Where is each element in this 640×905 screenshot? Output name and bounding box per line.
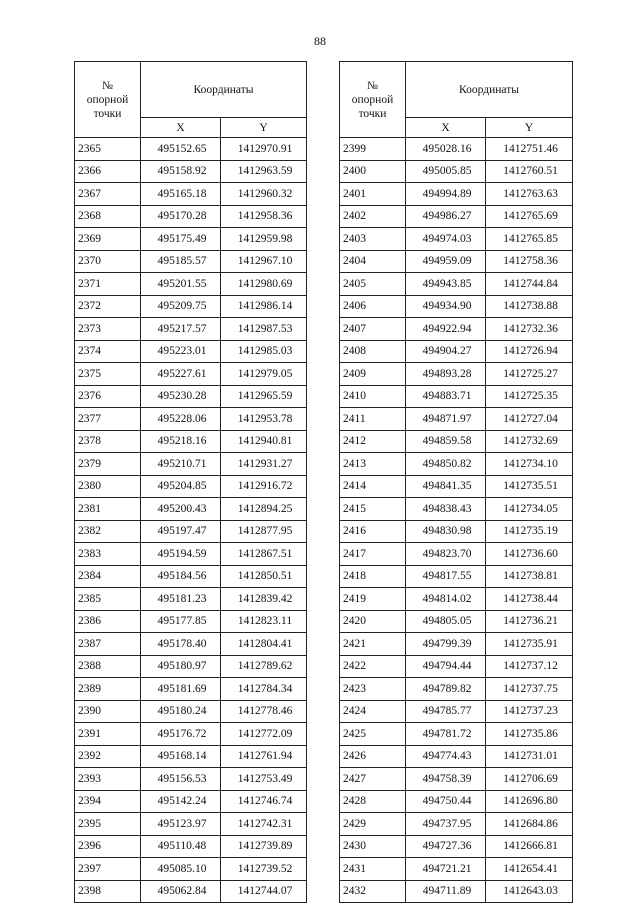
cell-x: 495210.71: [141, 453, 221, 476]
cell-y: 1412970.91: [221, 138, 307, 161]
table-body: [75, 138, 307, 903]
table-row: [75, 700, 307, 723]
table-body: [340, 138, 573, 903]
cell-x: 495180.24: [141, 700, 221, 723]
cell-y: 1412867.51: [221, 543, 307, 566]
cell-y: 1412850.51: [221, 565, 307, 588]
cell-y: 1412725.35: [486, 385, 573, 408]
cell-x: 495158.92: [141, 160, 221, 183]
cell-y: 1412732.36: [486, 318, 573, 341]
cell-y: 1412736.60: [486, 543, 573, 566]
cell-x: 494799.39: [406, 633, 486, 656]
cell-point-number: 2403: [340, 228, 406, 251]
cell-x: 495085.10: [141, 858, 221, 881]
table-row: [340, 183, 573, 206]
cell-x: 494850.82: [406, 453, 486, 476]
cell-x: 494817.55: [406, 565, 486, 588]
cell-y: 1412734.10: [486, 453, 573, 476]
cell-point-number: 2426: [340, 745, 406, 768]
cell-x: 495165.18: [141, 183, 221, 206]
cell-x: 495204.85: [141, 475, 221, 498]
cell-y: 1412765.69: [486, 205, 573, 228]
cell-y: 1412725.27: [486, 363, 573, 386]
cell-x: 494794.44: [406, 655, 486, 678]
cell-x: 495200.43: [141, 498, 221, 521]
cell-x: 494814.02: [406, 588, 486, 611]
table-row: [75, 813, 307, 836]
cell-point-number: 2432: [340, 880, 406, 903]
table-row: [75, 250, 307, 273]
cell-y: 1412706.69: [486, 768, 573, 791]
table-row: [340, 250, 573, 273]
cell-point-number: 2366: [75, 160, 141, 183]
cell-point-number: 2429: [340, 813, 406, 836]
cell-point-number: 2430: [340, 835, 406, 858]
table-row: [75, 565, 307, 588]
cell-x: 494943.85: [406, 273, 486, 296]
header-y: Y: [486, 118, 573, 138]
cell-point-number: 2373: [75, 318, 141, 341]
cell-y: 1412744.84: [486, 273, 573, 296]
cell-point-number: 2399: [340, 138, 406, 161]
cell-point-number: 2420: [340, 610, 406, 633]
table-row: [75, 498, 307, 521]
cell-y: 1412735.19: [486, 520, 573, 543]
cell-x: 495062.84: [141, 880, 221, 903]
cell-point-number: 2368: [75, 205, 141, 228]
cell-point-number: 2393: [75, 768, 141, 791]
cell-y: 1412735.51: [486, 475, 573, 498]
cell-point-number: 2385: [75, 588, 141, 611]
cell-x: 494721.21: [406, 858, 486, 881]
cell-x: 495184.56: [141, 565, 221, 588]
cell-y: 1412731.01: [486, 745, 573, 768]
cell-y: 1412965.59: [221, 385, 307, 408]
table-row: [75, 430, 307, 453]
cell-point-number: 2376: [75, 385, 141, 408]
cell-y: 1412666.81: [486, 835, 573, 858]
cell-x: 494781.72: [406, 723, 486, 746]
cell-x: 495176.72: [141, 723, 221, 746]
cell-point-number: 2413: [340, 453, 406, 476]
cell-point-number: 2401: [340, 183, 406, 206]
cell-x: 495218.16: [141, 430, 221, 453]
table-row: [340, 273, 573, 296]
cell-point-number: 2423: [340, 678, 406, 701]
cell-point-number: 2378: [75, 430, 141, 453]
cell-x: 495217.57: [141, 318, 221, 341]
table-row: [75, 138, 307, 161]
cell-point-number: 2410: [340, 385, 406, 408]
cell-y: 1412789.62: [221, 655, 307, 678]
table-row: [75, 745, 307, 768]
table-row: [340, 880, 573, 903]
table-row: [75, 295, 307, 318]
cell-y: 1412738.88: [486, 295, 573, 318]
table-row: [75, 880, 307, 903]
cell-x: 494711.89: [406, 880, 486, 903]
cell-x: 494750.44: [406, 790, 486, 813]
cell-y: 1412980.69: [221, 273, 307, 296]
cell-point-number: 2372: [75, 295, 141, 318]
table-row: [75, 610, 307, 633]
cell-x: 495180.97: [141, 655, 221, 678]
table-row: [340, 408, 573, 431]
cell-x: 494904.27: [406, 340, 486, 363]
cell-point-number: 2421: [340, 633, 406, 656]
table-row: [340, 498, 573, 521]
cell-point-number: 2422: [340, 655, 406, 678]
table-row: [340, 475, 573, 498]
cell-point-number: 2419: [340, 588, 406, 611]
cell-x: 494859.58: [406, 430, 486, 453]
cell-x: 494893.28: [406, 363, 486, 386]
cell-point-number: 2407: [340, 318, 406, 341]
cell-point-number: 2404: [340, 250, 406, 273]
cell-y: 1412959.98: [221, 228, 307, 251]
cell-point-number: 2391: [75, 723, 141, 746]
table-row: [75, 205, 307, 228]
cell-point-number: 2370: [75, 250, 141, 273]
cell-y: 1412737.12: [486, 655, 573, 678]
cell-x: 494838.43: [406, 498, 486, 521]
cell-y: 1412985.03: [221, 340, 307, 363]
cell-y: 1412953.78: [221, 408, 307, 431]
cell-x: 494774.43: [406, 745, 486, 768]
cell-y: 1412979.05: [221, 363, 307, 386]
table-row: [340, 610, 573, 633]
cell-y: 1412684.86: [486, 813, 573, 836]
cell-x: 495177.85: [141, 610, 221, 633]
table-row: [75, 520, 307, 543]
table-row: [340, 565, 573, 588]
cell-point-number: 2427: [340, 768, 406, 791]
cell-y: 1412737.75: [486, 678, 573, 701]
cell-x: 495170.28: [141, 205, 221, 228]
table-row: [340, 205, 573, 228]
cell-x: 495156.53: [141, 768, 221, 791]
table-row: [340, 138, 573, 161]
cell-point-number: 2397: [75, 858, 141, 881]
cell-y: 1412753.49: [221, 768, 307, 791]
cell-x: 495228.06: [141, 408, 221, 431]
cell-y: 1412735.86: [486, 723, 573, 746]
cell-x: 494830.98: [406, 520, 486, 543]
cell-y: 1412746.74: [221, 790, 307, 813]
cell-point-number: 2406: [340, 295, 406, 318]
header-point-number: [75, 62, 141, 138]
table-row: [75, 678, 307, 701]
table-row: [340, 340, 573, 363]
table-row: [75, 183, 307, 206]
table-row: [75, 453, 307, 476]
cell-y: 1412751.46: [486, 138, 573, 161]
cell-x: 495178.40: [141, 633, 221, 656]
cell-point-number: 2377: [75, 408, 141, 431]
cell-y: 1412987.53: [221, 318, 307, 341]
coordinates-table-right: [339, 61, 573, 903]
cell-x: 494789.82: [406, 678, 486, 701]
cell-x: 495181.23: [141, 588, 221, 611]
cell-x: 495142.24: [141, 790, 221, 813]
table-row: [340, 228, 573, 251]
header-point-number-text: № опорной точки: [86, 79, 129, 120]
cell-x: 494727.36: [406, 835, 486, 858]
cell-x: 494805.05: [406, 610, 486, 633]
cell-y: 1412778.46: [221, 700, 307, 723]
cell-x: 494986.27: [406, 205, 486, 228]
header-x: X: [141, 118, 221, 138]
cell-x: 494871.97: [406, 408, 486, 431]
cell-point-number: 2431: [340, 858, 406, 881]
cell-y: 1412726.94: [486, 340, 573, 363]
cell-y: 1412839.42: [221, 588, 307, 611]
table-row: [75, 588, 307, 611]
table-row: [75, 543, 307, 566]
cell-point-number: 2411: [340, 408, 406, 431]
cell-x: 495223.01: [141, 340, 221, 363]
cell-point-number: 2416: [340, 520, 406, 543]
table-row: [340, 678, 573, 701]
table-row: [75, 408, 307, 431]
cell-point-number: 2383: [75, 543, 141, 566]
cell-point-number: 2365: [75, 138, 141, 161]
cell-y: 1412737.23: [486, 700, 573, 723]
table-row: [340, 768, 573, 791]
cell-point-number: 2424: [340, 700, 406, 723]
header-coordinates: Координаты: [141, 62, 307, 118]
cell-x: 495230.28: [141, 385, 221, 408]
cell-x: 495197.47: [141, 520, 221, 543]
cell-y: 1412761.94: [221, 745, 307, 768]
cell-point-number: 2395: [75, 813, 141, 836]
cell-x: 495175.49: [141, 228, 221, 251]
cell-point-number: 2415: [340, 498, 406, 521]
cell-point-number: 2389: [75, 678, 141, 701]
table-row: [340, 295, 573, 318]
table-row: [340, 453, 573, 476]
table-row: [75, 790, 307, 813]
cell-point-number: 2402: [340, 205, 406, 228]
cell-y: 1412734.05: [486, 498, 573, 521]
cell-point-number: 2400: [340, 160, 406, 183]
cell-x: 495209.75: [141, 295, 221, 318]
cell-point-number: 2381: [75, 498, 141, 521]
cell-x: 494959.09: [406, 250, 486, 273]
cell-y: 1412877.95: [221, 520, 307, 543]
cell-point-number: 2408: [340, 340, 406, 363]
table-row: [75, 363, 307, 386]
cell-x: 494922.94: [406, 318, 486, 341]
cell-point-number: 2405: [340, 273, 406, 296]
cell-point-number: 2409: [340, 363, 406, 386]
header-y: Y: [221, 118, 307, 138]
table-row: [75, 228, 307, 251]
table-row: [75, 723, 307, 746]
cell-x: 495185.57: [141, 250, 221, 273]
cell-y: 1412643.03: [486, 880, 573, 903]
cell-x: 494994.89: [406, 183, 486, 206]
cell-y: 1412763.63: [486, 183, 573, 206]
cell-point-number: 2398: [75, 880, 141, 903]
cell-x: 495201.55: [141, 273, 221, 296]
cell-point-number: 2428: [340, 790, 406, 813]
cell-point-number: 2412: [340, 430, 406, 453]
cell-point-number: 2390: [75, 700, 141, 723]
cell-point-number: 2388: [75, 655, 141, 678]
table-row: [340, 160, 573, 183]
cell-point-number: 2387: [75, 633, 141, 656]
header-point-number-text: № опорной точки: [351, 79, 394, 120]
table-row: [340, 745, 573, 768]
cell-y: 1412742.31: [221, 813, 307, 836]
cell-y: 1412894.25: [221, 498, 307, 521]
cell-point-number: 2375: [75, 363, 141, 386]
cell-y: 1412739.89: [221, 835, 307, 858]
table-row: [340, 858, 573, 881]
cell-x: 495181.69: [141, 678, 221, 701]
cell-point-number: 2394: [75, 790, 141, 813]
cell-y: 1412765.85: [486, 228, 573, 251]
table-row: [340, 520, 573, 543]
table-row: [340, 723, 573, 746]
cell-x: 494785.77: [406, 700, 486, 723]
cell-x: 494758.39: [406, 768, 486, 791]
table-row: [340, 363, 573, 386]
cell-y: 1412744.07: [221, 880, 307, 903]
cell-point-number: 2386: [75, 610, 141, 633]
cell-x: 495110.48: [141, 835, 221, 858]
cell-x: 495123.97: [141, 813, 221, 836]
cell-y: 1412727.04: [486, 408, 573, 431]
header-x: X: [406, 118, 486, 138]
cell-y: 1412738.81: [486, 565, 573, 588]
table-row: [340, 543, 573, 566]
cell-point-number: 2414: [340, 475, 406, 498]
cell-point-number: 2418: [340, 565, 406, 588]
cell-y: 1412960.32: [221, 183, 307, 206]
page-number: 88: [314, 34, 326, 48]
cell-x: 494841.35: [406, 475, 486, 498]
cell-y: 1412986.14: [221, 295, 307, 318]
cell-point-number: 2367: [75, 183, 141, 206]
cell-point-number: 2417: [340, 543, 406, 566]
table-row: [75, 340, 307, 363]
cell-point-number: 2382: [75, 520, 141, 543]
cell-y: 1412958.36: [221, 205, 307, 228]
cell-x: 494737.95: [406, 813, 486, 836]
cell-point-number: 2374: [75, 340, 141, 363]
cell-point-number: 2392: [75, 745, 141, 768]
cell-y: 1412760.51: [486, 160, 573, 183]
cell-y: 1412732.69: [486, 430, 573, 453]
cell-x: 494974.03: [406, 228, 486, 251]
cell-y: 1412967.10: [221, 250, 307, 273]
table-row: [75, 655, 307, 678]
table-row: [75, 633, 307, 656]
cell-y: 1412772.09: [221, 723, 307, 746]
header-coordinates: Координаты: [406, 62, 573, 118]
cell-x: 495152.65: [141, 138, 221, 161]
cell-point-number: 2379: [75, 453, 141, 476]
table-row: [75, 385, 307, 408]
table-row: [340, 430, 573, 453]
cell-y: 1412735.91: [486, 633, 573, 656]
cell-y: 1412739.52: [221, 858, 307, 881]
cell-point-number: 2396: [75, 835, 141, 858]
table-row: [75, 273, 307, 296]
table-row: [75, 858, 307, 881]
cell-x: 495005.85: [406, 160, 486, 183]
cell-x: 495194.59: [141, 543, 221, 566]
cell-point-number: 2425: [340, 723, 406, 746]
cell-y: 1412940.81: [221, 430, 307, 453]
cell-x: 494934.90: [406, 295, 486, 318]
table-row: [340, 813, 573, 836]
table-row: [340, 835, 573, 858]
cell-x: 495168.14: [141, 745, 221, 768]
cell-x: 494823.70: [406, 543, 486, 566]
cell-point-number: 2384: [75, 565, 141, 588]
table-row: [340, 385, 573, 408]
table-row: [340, 633, 573, 656]
table-row: [340, 700, 573, 723]
cell-y: 1412736.21: [486, 610, 573, 633]
cell-y: 1412823.11: [221, 610, 307, 633]
table-row: [340, 318, 573, 341]
cell-y: 1412738.44: [486, 588, 573, 611]
cell-x: 495028.16: [406, 138, 486, 161]
table-row: [75, 835, 307, 858]
cell-point-number: 2371: [75, 273, 141, 296]
table-row: [340, 588, 573, 611]
cell-y: 1412784.34: [221, 678, 307, 701]
table-row: [75, 475, 307, 498]
cell-y: 1412804.41: [221, 633, 307, 656]
cell-point-number: 2380: [75, 475, 141, 498]
cell-point-number: 2369: [75, 228, 141, 251]
table-row: [75, 318, 307, 341]
cell-y: 1412654.41: [486, 858, 573, 881]
header-point-number: [340, 62, 406, 138]
cell-y: 1412758.36: [486, 250, 573, 273]
cell-y: 1412916.72: [221, 475, 307, 498]
table-row: [75, 160, 307, 183]
table-row: [75, 768, 307, 791]
table-row: [340, 790, 573, 813]
cell-y: 1412696.80: [486, 790, 573, 813]
cell-y: 1412931.27: [221, 453, 307, 476]
cell-x: 494883.71: [406, 385, 486, 408]
table-row: [340, 655, 573, 678]
coordinates-table-left: [74, 61, 307, 903]
cell-y: 1412963.59: [221, 160, 307, 183]
cell-x: 495227.61: [141, 363, 221, 386]
